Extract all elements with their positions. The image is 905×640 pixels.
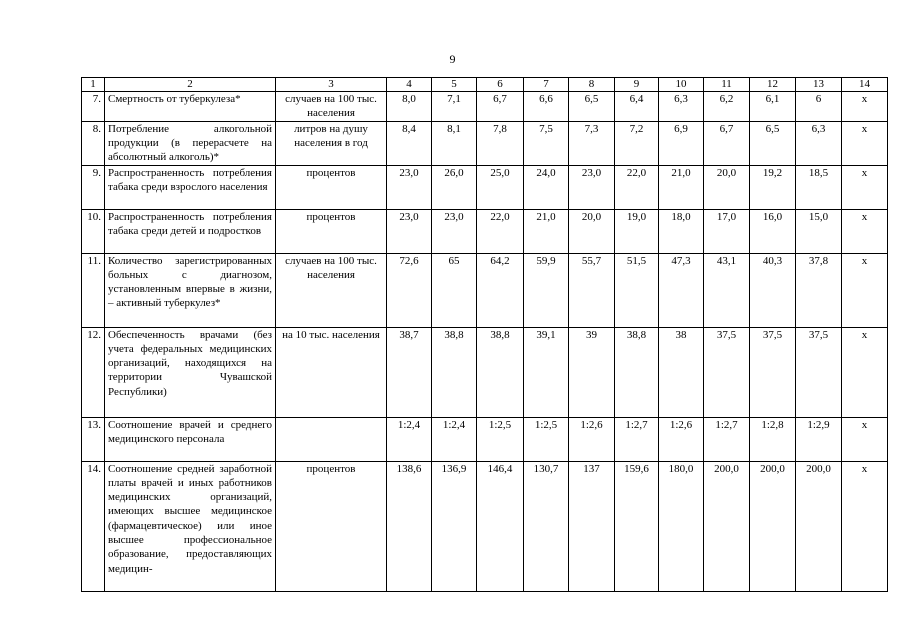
value-cell: 20,0 — [569, 209, 615, 253]
value-cell: 37,5 — [750, 327, 796, 417]
value-cell: 1:2,4 — [387, 417, 432, 461]
header-cell: 13 — [796, 78, 842, 92]
value-cell: 200,0 — [704, 461, 750, 591]
value-cell: 137 — [569, 461, 615, 591]
value-cell: 6,2 — [704, 92, 750, 122]
header-cell: 7 — [524, 78, 569, 92]
value-cell: 22,0 — [477, 209, 524, 253]
value-cell: 6,7 — [704, 121, 750, 165]
value-cell: 6,4 — [615, 92, 659, 122]
header-cell: 5 — [432, 78, 477, 92]
row-number-cell: 13. — [82, 417, 105, 461]
value-cell: 8,4 — [387, 121, 432, 165]
value-cell: х — [842, 121, 888, 165]
value-cell: 6 — [796, 92, 842, 122]
row-number-cell: 7. — [82, 92, 105, 122]
table-header-row — [82, 78, 888, 92]
value-cell: х — [842, 461, 888, 591]
indicators-table — [81, 77, 888, 592]
header-cell: 10 — [659, 78, 704, 92]
value-cell: 159,6 — [615, 461, 659, 591]
value-cell: 39 — [569, 327, 615, 417]
value-cell: 18,5 — [796, 165, 842, 209]
value-cell: 6,5 — [569, 92, 615, 122]
value-cell: 1:2,6 — [569, 417, 615, 461]
indicator-name-cell: Количество зарегистрированных больных с диагнозом, установленным впервые в жизни, – активный туберкулез* — [105, 253, 276, 327]
value-cell: 47,3 — [659, 253, 704, 327]
value-cell: 7,3 — [569, 121, 615, 165]
value-cell: 1:2,9 — [796, 417, 842, 461]
value-cell: 1:2,6 — [659, 417, 704, 461]
table-row — [82, 461, 888, 591]
value-cell: 18,0 — [659, 209, 704, 253]
value-cell: х — [842, 209, 888, 253]
value-cell: 6,5 — [750, 121, 796, 165]
value-cell: 8,0 — [387, 92, 432, 122]
header-cell: 4 — [387, 78, 432, 92]
value-cell: 65 — [432, 253, 477, 327]
value-cell: 7,5 — [524, 121, 569, 165]
value-cell: 130,7 — [524, 461, 569, 591]
value-cell: 1:2,5 — [477, 417, 524, 461]
value-cell: 39,1 — [524, 327, 569, 417]
value-cell: 38,8 — [477, 327, 524, 417]
value-cell: х — [842, 327, 888, 417]
value-cell: 6,1 — [750, 92, 796, 122]
value-cell: 19,0 — [615, 209, 659, 253]
value-cell: 22,0 — [615, 165, 659, 209]
value-cell: 146,4 — [477, 461, 524, 591]
unit-cell: процентов — [276, 461, 387, 591]
row-number-cell: 12. — [82, 327, 105, 417]
header-cell: 12 — [750, 78, 796, 92]
value-cell: 17,0 — [704, 209, 750, 253]
value-cell: 20,0 — [704, 165, 750, 209]
header-cell: 14 — [842, 78, 888, 92]
value-cell: 200,0 — [750, 461, 796, 591]
row-number-cell: 10. — [82, 209, 105, 253]
value-cell: 37,8 — [796, 253, 842, 327]
value-cell: 6,9 — [659, 121, 704, 165]
value-cell: 7,8 — [477, 121, 524, 165]
table-row — [82, 165, 888, 209]
value-cell: 23,0 — [387, 209, 432, 253]
value-cell: 7,2 — [615, 121, 659, 165]
unit-cell — [276, 417, 387, 461]
value-cell: х — [842, 253, 888, 327]
indicator-name-cell: Смертность от туберкулеза* — [105, 92, 276, 122]
value-cell: 59,9 — [524, 253, 569, 327]
value-cell: 24,0 — [524, 165, 569, 209]
indicator-name-cell: Обеспеченность врачами (без учета федеральных медицинских организаций, находящихся на территории Чувашской Республики) — [105, 327, 276, 417]
row-number-cell: 14. — [82, 461, 105, 591]
value-cell: 6,3 — [796, 121, 842, 165]
value-cell: 1:2,4 — [432, 417, 477, 461]
value-cell: 23,0 — [387, 165, 432, 209]
header-cell: 1 — [82, 78, 105, 92]
unit-cell: процентов — [276, 209, 387, 253]
header-cell: 11 — [704, 78, 750, 92]
value-cell: 6,6 — [524, 92, 569, 122]
table-row — [82, 121, 888, 165]
unit-cell: литров на душу населения в год — [276, 121, 387, 165]
value-cell: 6,3 — [659, 92, 704, 122]
value-cell: 38,8 — [432, 327, 477, 417]
value-cell: 6,7 — [477, 92, 524, 122]
value-cell: 38,7 — [387, 327, 432, 417]
unit-cell: случаев на 100 тыс. населения — [276, 253, 387, 327]
value-cell: 38 — [659, 327, 704, 417]
value-cell: 1:2,7 — [615, 417, 659, 461]
value-cell: 136,9 — [432, 461, 477, 591]
value-cell: 180,0 — [659, 461, 704, 591]
value-cell: 7,1 — [432, 92, 477, 122]
value-cell: 55,7 — [569, 253, 615, 327]
value-cell: 23,0 — [569, 165, 615, 209]
value-cell: 37,5 — [704, 327, 750, 417]
indicator-name-cell: Потребление алкогольной продукции (в перерасчете на абсолютный алкоголь)* — [105, 121, 276, 165]
value-cell: 21,0 — [524, 209, 569, 253]
header-cell: 9 — [615, 78, 659, 92]
row-number-cell: 8. — [82, 121, 105, 165]
value-cell: 40,3 — [750, 253, 796, 327]
table-row — [82, 253, 888, 327]
unit-cell: случаев на 100 тыс. населения — [276, 92, 387, 122]
page-number: 9 — [449, 52, 456, 66]
header-cell: 3 — [276, 78, 387, 92]
indicator-name-cell: Распространенность потребления табака среди детей и подростков — [105, 209, 276, 253]
table-row — [82, 327, 888, 417]
indicator-name-cell: Соотношение врачей и среднего медицинского персонала — [105, 417, 276, 461]
value-cell: х — [842, 417, 888, 461]
row-number-cell: 11. — [82, 253, 105, 327]
header-cell: 2 — [105, 78, 276, 92]
value-cell: 19,2 — [750, 165, 796, 209]
value-cell: 21,0 — [659, 165, 704, 209]
value-cell: 25,0 — [477, 165, 524, 209]
value-cell: 26,0 — [432, 165, 477, 209]
value-cell: 23,0 — [432, 209, 477, 253]
value-cell: 43,1 — [704, 253, 750, 327]
value-cell: 51,5 — [615, 253, 659, 327]
value-cell: 1:2,5 — [524, 417, 569, 461]
value-cell: 200,0 — [796, 461, 842, 591]
value-cell: 38,8 — [615, 327, 659, 417]
value-cell: х — [842, 92, 888, 122]
table-row — [82, 92, 888, 122]
value-cell: 64,2 — [477, 253, 524, 327]
value-cell: 16,0 — [750, 209, 796, 253]
value-cell: х — [842, 165, 888, 209]
value-cell: 138,6 — [387, 461, 432, 591]
indicator-name-cell: Соотношение средней заработной платы врачей и иных работников медицинских организаций, имеющих высшее медицинское (фармацевтическое) или иное высшее профессиональное образование, предоставляющих медицин- — [105, 461, 276, 591]
header-cell: 6 — [477, 78, 524, 92]
value-cell: 72,6 — [387, 253, 432, 327]
value-cell: 1:2,7 — [704, 417, 750, 461]
value-cell: 37,5 — [796, 327, 842, 417]
header-cell: 8 — [569, 78, 615, 92]
unit-cell: на 10 тыс. населения — [276, 327, 387, 417]
table-row — [82, 209, 888, 253]
value-cell: 1:2,8 — [750, 417, 796, 461]
unit-cell: процентов — [276, 165, 387, 209]
value-cell: 15,0 — [796, 209, 842, 253]
row-number-cell: 9. — [82, 165, 105, 209]
table-row — [82, 417, 888, 461]
indicator-name-cell: Распространенность потребления табака среди взрослого населения — [105, 165, 276, 209]
value-cell: 8,1 — [432, 121, 477, 165]
